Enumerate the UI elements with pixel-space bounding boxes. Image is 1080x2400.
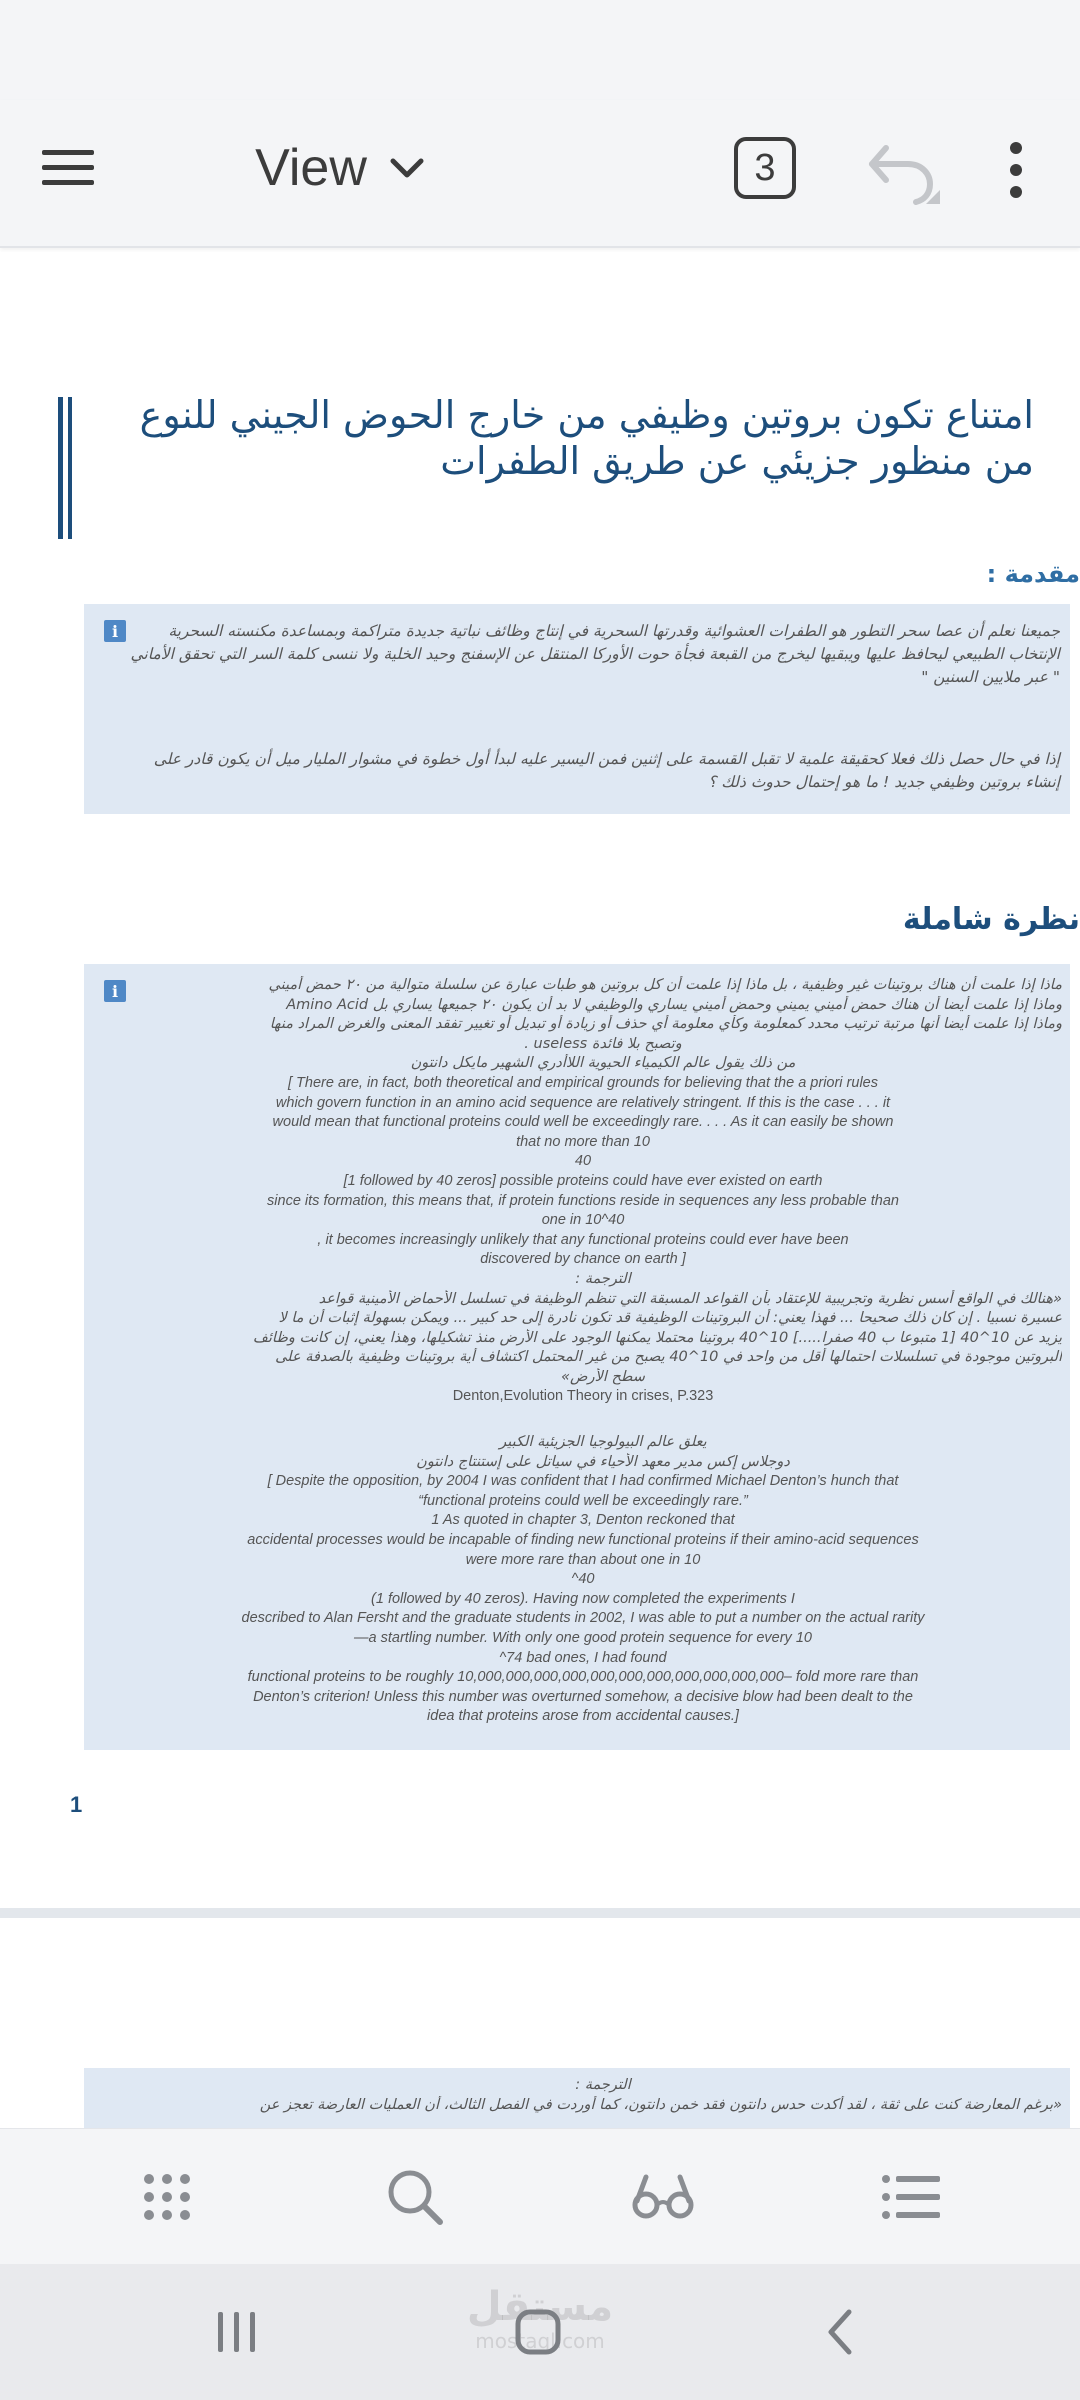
title-accent-bar [58, 397, 63, 539]
note-line: since its formation, this means that, if protein functions reside in sequences any less probable than [267, 1192, 899, 1209]
note-line: [1 followed by 40 zeros] possible proteins could have ever existed on earth [343, 1172, 823, 1189]
info-icon: i [104, 620, 126, 642]
title-accent-bar [68, 397, 72, 539]
translation-note-box [84, 2068, 1070, 2128]
note-line: «برغم المعارضة كنت على ثقة ، لقد أكدت حدس دانتون فقد خمن دانتون، كما أوردت في الفصل الثالث، أن العمليات العارضة تعجز عن [259, 2096, 1062, 2113]
search-button[interactable] [380, 2167, 450, 2227]
overview-text [144, 976, 1062, 1727]
home-icon [514, 2308, 562, 2356]
document-title: امتناع تكون بروتين وظيفي من خارج الحوض الجيني للنوع من منظور جزيئي عن طريق الطفرات [139, 393, 1034, 483]
more-vertical-icon [1008, 142, 1024, 198]
document-page-2 [0, 1918, 1080, 2128]
note-line: which govern function in an amino acid sequence are relatively stringent. If this is the case . . . it [275, 1094, 891, 1111]
table-of-contents-icon [882, 2175, 940, 2219]
note-line: would mean that functional proteins could well be exceedingly rare. . . . As it can easily be shown [272, 1114, 894, 1131]
note-line: , it becomes increasingly unlikely that any functional proteins could ever have been [317, 1231, 849, 1248]
translation-text [144, 2076, 1062, 2115]
note-line: يعلق عالم البيولوجيا الجزيئية الكبير [499, 1434, 707, 1451]
page-number: 1 [70, 1792, 83, 1817]
tabs-count: 3 [734, 137, 796, 199]
menu-button[interactable] [30, 135, 106, 201]
bottom-toolbar [0, 2128, 1080, 2265]
view-dropdown[interactable] [240, 128, 440, 208]
view-label: View [255, 139, 367, 197]
back-icon [825, 2308, 855, 2356]
note-line: البروتين موجودة في تسلسلات احتمالها أقل من واحد في 10^40 يصبح من غير المحتمل اكتشاف أية بروتينات وظيفية بالصدفة على [275, 1349, 1062, 1366]
note-line: الترجمة : [575, 2077, 631, 2093]
note-line: Denton’s criterion! Unless this number was overturned somehow, a decisive blow had been dealt to the [253, 1688, 913, 1705]
tabs-button[interactable] [730, 133, 800, 203]
watermark-arabic: مستقل [466, 2284, 614, 2330]
note-line: functional proteins to be roughly 10,000,000,000,000,000,000,000,000,000,000,000– fold more rare than [247, 1669, 919, 1686]
note-line: دوجلاس إكس مدير معهد الأحياء في سياتل على إستنتاج دانتون [416, 1453, 790, 1470]
reading-glasses-icon [632, 2173, 694, 2221]
note-line: ماذا إذا علمت أن هناك بروتينات غير وظيفية ، بل ماذا إذا علمت أن كل بروتين هو طبات عبارة عن سلسلة متوالية من ٢٠ حمض أميني [268, 977, 1062, 993]
undo-icon [864, 138, 940, 206]
note-line: 40 [574, 1153, 592, 1170]
chevron-down-icon [389, 156, 425, 180]
intro-heading: مقدمة : [986, 560, 1080, 588]
intro-paragraph: جميعنا نعلم أن عصا سحر التطور هو الطفرات العشوائية وقدرتها السحرية في إنتاج وظائف نباتية جديدة متراكمة وبمساعدة مكنسته السحرية الإنتخاب الطبيعي ليحافظ عليها ويبقيها ليخرج من القبعة فجأة حوت الأوركا المنتقل عن الإسفنج وحيد الخلية ولا ننسى كلمة السر التي تحقق الأماني " عبر ملايين السنين " [130, 622, 1060, 686]
note-line: that no more than 10 [516, 1133, 650, 1150]
top-toolbar [0, 100, 1080, 248]
watermark-english: mostaql.com [475, 2329, 605, 2353]
recent-apps-icon [216, 2310, 258, 2354]
search-icon [385, 2167, 445, 2227]
note-line [144, 1407, 1062, 1433]
note-line: عسيرة نسبيا . إن كان ذلك صحيحا ... فهذا يعني: أن البروتينات الوظيفية قد تكون نادرة إلى حد كبير ... ويمكن بسهولة إثبات أن ما لا [278, 1310, 1062, 1327]
intro-note-box [84, 604, 1070, 814]
overview-heading: نظرة شاملة [902, 902, 1080, 937]
home-button[interactable] [498, 2296, 578, 2368]
note-line: one in 10^40 [541, 1212, 625, 1229]
note-line: accidental processes would be incapable of finding new functional proteins if their amino-acid sequences [247, 1532, 919, 1549]
table-of-contents-button[interactable] [876, 2167, 946, 2227]
note-line: ^74 bad ones, I had found [499, 1649, 667, 1666]
note-line: يزيد عن 10^40 [1 متبوعا ب 40 صفرا.....] 10^40 بروتينا محتملا يمكنها الوجود على الأرض منذ تشكيلها، وهذا يعني، إن كانت وظائف [252, 1329, 1062, 1346]
recent-apps-button[interactable] [197, 2296, 277, 2368]
note-line: وماذا إذا علمت أيضا أنها مرتبة ترتيب محدد كمعلومة وكأي معلومة أي حذف أو زيادة أو تبديل أو تغيير تفقد المعنى والغرض المراد منها [269, 1016, 1062, 1033]
apps-grid-icon [143, 2173, 191, 2221]
note-line: من ذلك يقول عالم الكيمياء الحيوية اللاأدري الشهير مايكل دانتون [410, 1055, 796, 1072]
note-line: were more rare than about one in 10 [465, 1551, 701, 1568]
info-icon: i [104, 980, 126, 1002]
system-navigation-bar [0, 2264, 1080, 2400]
back-button[interactable] [800, 2296, 880, 2368]
hamburger-menu-icon [40, 148, 96, 188]
undo-button[interactable] [862, 132, 942, 212]
note-line: idea that proteins arose from accidental causes.] [427, 1708, 739, 1725]
note-line: (1 followed by 40 zeros). Having now completed the experiments I [371, 1590, 795, 1607]
note-line: ^40 [571, 1571, 595, 1588]
note-line: سطح الأرض» [561, 1368, 645, 1385]
note-line: [ There are, in fact, both theoretical and empirical grounds for believing that the a priori rules [288, 1074, 878, 1091]
more-options-button[interactable] [988, 130, 1044, 210]
apps-button[interactable] [132, 2167, 202, 2227]
note-line: described to Alan Fersht and the graduate students in 2002, I was able to put a number on the actual rarity [241, 1610, 925, 1627]
document-page [0, 252, 1080, 1912]
note-line: “functional proteins could well be exceedingly rare.” [418, 1492, 748, 1509]
note-line: [ Despite the opposition, by 2004 I was confident that I had confirmed Michael Denton’s hunch that [267, 1473, 899, 1490]
note-line: —a startling number. With only one good protein sequence for every 10 [354, 1630, 812, 1646]
note-line: وتصبح بلا فائدة useless . [524, 1035, 682, 1052]
status-bar-area [0, 0, 1080, 100]
page-separator [0, 1908, 1080, 1918]
reader-mode-button[interactable] [628, 2167, 698, 2227]
note-line: 1 As quoted in chapter 3, Denton reckoned that [431, 1512, 735, 1529]
overview-note-box [84, 964, 1070, 1750]
note-line: وماذا إذا علمت أيضا أن هناك حمض أميني يميني وحمض أميني يساري والوظيفي لا بد أن يكون ٢٠ جميعها يساري بل Amino Acid [286, 996, 1062, 1013]
note-line: Denton,Evolution Theory in crises, P.323 [452, 1388, 714, 1405]
note-line: discovered by chance on earth ] [480, 1251, 686, 1268]
note-line: «هنالك في الواقع أسس نظرية وتجريبية للإعتقاد بأن القواعد المسبقة التي تنظم الوظيفة في تسلسل الأحماض الأمينية قواعد [318, 1290, 1062, 1307]
intro-paragraph: إذا في حال حصل ذلك فعلا كحقيقة علمية لا تقبل القسمة على إثنين فمن اليسير عليه لبدأ أول خطوة في مشوار المليار ميل أن يكون قادر على إنشاء بروتين وظيفي جديد ! ما هو إحتمال حدوث ذلك ؟ [153, 750, 1060, 791]
note-line: الترجمة : [575, 1270, 631, 1287]
